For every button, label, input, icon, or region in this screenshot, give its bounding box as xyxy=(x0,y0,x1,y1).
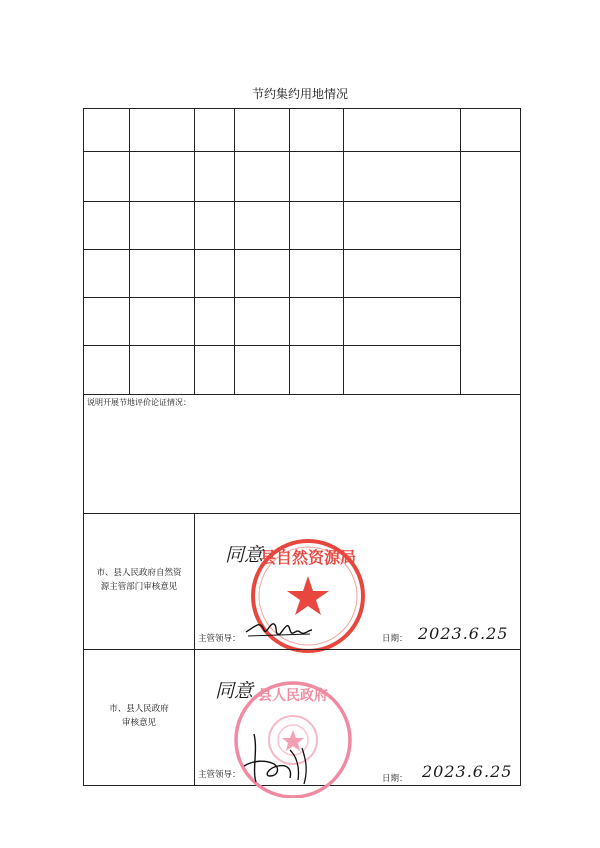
remarks-box xyxy=(83,394,521,514)
dept-opinion-handwriting: 同意 xyxy=(225,544,264,566)
dept-review-section xyxy=(83,513,521,650)
seal-2-text: 县人民政府 xyxy=(258,688,328,704)
gov-review-label-line2: 审核意见 xyxy=(121,718,156,728)
gov-opinion-handwriting: 同意 xyxy=(215,680,254,702)
dept-leader-label: 主管领导： xyxy=(198,634,241,644)
section-divider xyxy=(194,650,195,785)
gov-date-label: 日期： xyxy=(382,774,408,784)
section-divider xyxy=(194,514,195,649)
dept-review-label-line2: 源主管部门审核意见 xyxy=(100,582,178,592)
gov-leader-signature-icon xyxy=(234,730,314,786)
table-row-divider xyxy=(84,297,460,298)
seal-1-text: 县自然资源局 xyxy=(259,548,357,567)
gov-review-section xyxy=(83,649,521,786)
dept-date-label: 日期： xyxy=(382,634,408,644)
table-row-divider xyxy=(84,249,460,250)
dept-review-label-line1: 市、县人民政府自然资 xyxy=(96,568,182,578)
table-row-divider xyxy=(460,151,521,152)
page-title: 节约集约用地情况 xyxy=(251,87,348,101)
dept-review-label xyxy=(86,566,192,594)
table-row-divider xyxy=(84,345,460,346)
dept-leader-signature-icon xyxy=(244,616,314,642)
dept-date-value: 2023.6.25 xyxy=(418,624,509,643)
gov-leader-label: 主管领导： xyxy=(198,770,241,780)
gov-review-label xyxy=(86,702,192,730)
table-row-divider xyxy=(84,201,460,202)
gov-date-value: 2023.6.25 xyxy=(422,762,513,781)
remarks-label: 说明开展节地评价论证情况： xyxy=(87,398,191,407)
gov-review-label-line1: 市、县人民政府 xyxy=(109,704,169,714)
table-row-divider xyxy=(84,151,460,152)
land-use-table xyxy=(83,108,521,395)
